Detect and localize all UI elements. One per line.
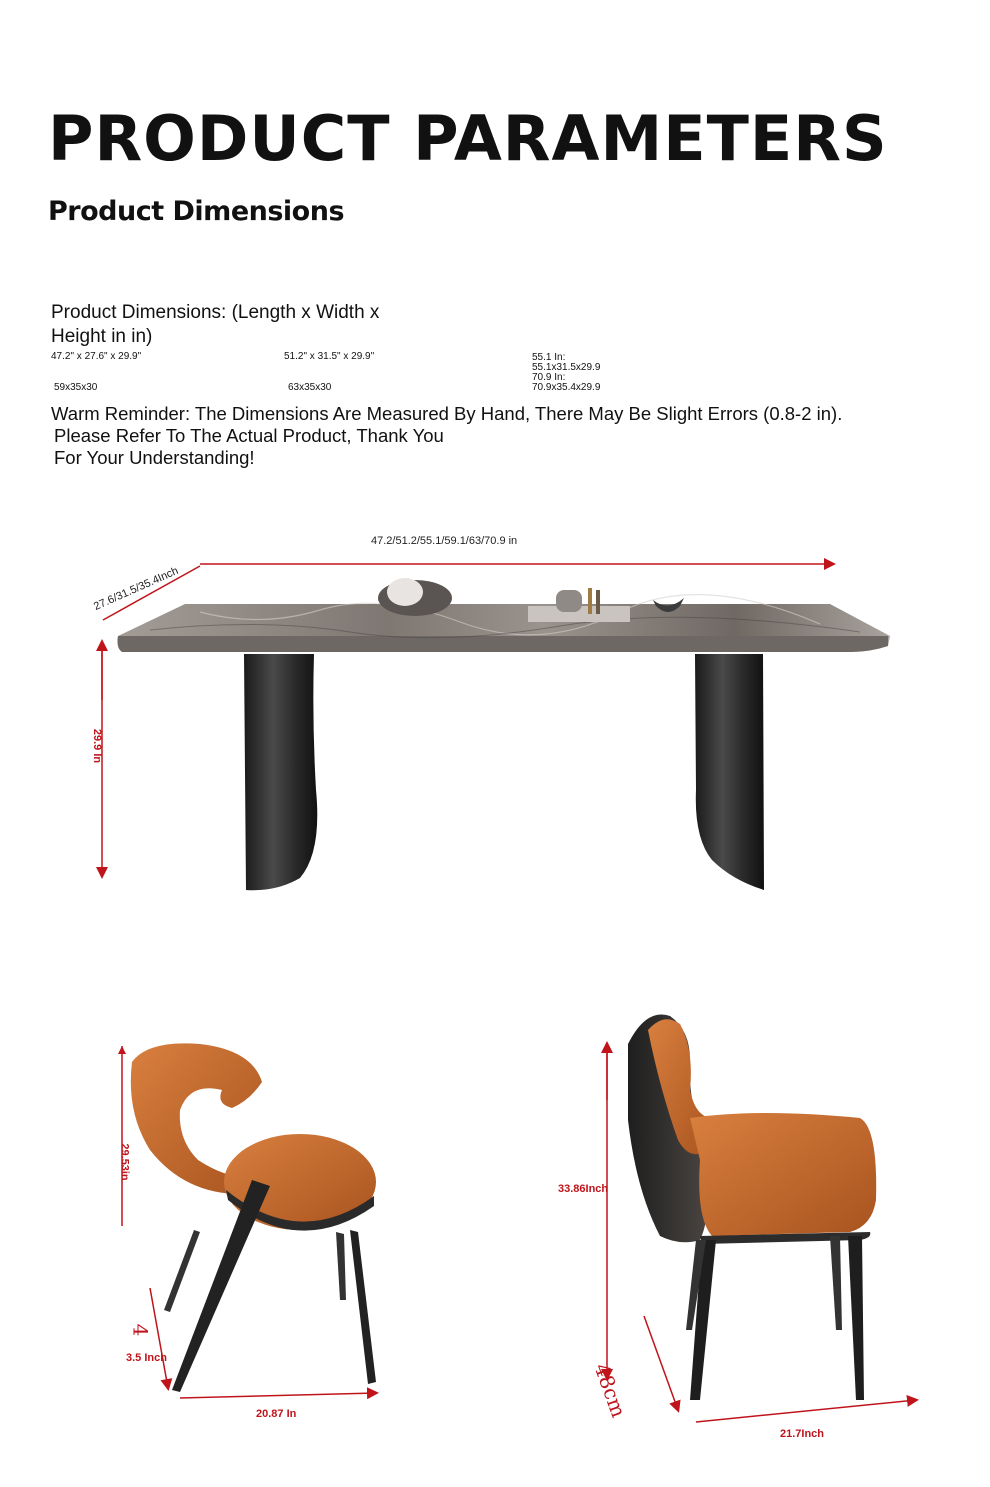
chair-left-leg: [172, 1180, 270, 1392]
chair-left-width-arrow: [180, 1393, 376, 1398]
size-option-1: 47.2" x 27.6" x 29.9": [51, 351, 142, 362]
reminder-line2: Please Refer To The Actual Product, Thank You: [54, 425, 444, 446]
size-option-3-label: 55.1 In:: [532, 352, 566, 363]
dimensions-heading-line2: Height in in): [51, 326, 153, 347]
chair-right-height-label: 33.86Inch: [558, 1183, 609, 1195]
size-option-4-value: 70.9x35.4x29.9: [532, 382, 601, 393]
table-length-label: 47.2/51.2/55.1/59.1/63/70.9 in: [371, 535, 518, 547]
chair-left-width-label: 20.87 In: [256, 1408, 297, 1420]
chair-right-depth-arrow: [644, 1316, 678, 1410]
dining-table: [102, 564, 890, 890]
table-height-label: 29.9 In: [91, 728, 104, 764]
chair-right-width-arrow: [696, 1400, 916, 1422]
chair-right-depth-label: 48cm: [589, 1360, 632, 1421]
size-option-2-cm: 63x35x30: [288, 382, 332, 393]
size-option-2: 51.2" x 31.5" x 29.9": [284, 351, 375, 362]
chair-left-depth-arrow: [150, 1288, 168, 1388]
page-title: PRODUCT PARAMETERS: [48, 102, 888, 175]
chair-right-seat: [690, 1113, 876, 1236]
table-leg-left: [244, 654, 317, 890]
reminder-line3: For Your Understanding!: [54, 447, 255, 468]
chair-left-depth-label-a: 4: [128, 1323, 153, 1337]
chair-right: [607, 1015, 916, 1422]
table-width-label: 27.6/31.5/35.4Inch: [92, 564, 181, 613]
chair-right-width-label: 21.7Inch: [780, 1428, 825, 1440]
chair-left-depth-label-b: 3.5 Inch: [126, 1352, 167, 1364]
chair-left: [118, 1043, 376, 1398]
size-option-3-value: 55.1x31.5x29.9: [532, 362, 601, 373]
dimensions-heading-line1: Product Dimensions: (Length x Width x: [51, 302, 380, 323]
reminder-line1: Warm Reminder: The Dimensions Are Measured By Hand, There May Be Slight Errors (0.8-2 in).: [51, 403, 843, 424]
chair-left-height-label: 29.53in: [118, 1143, 131, 1181]
size-option-1-cm: 59x35x30: [54, 382, 98, 393]
size-option-4-label: 70.9 In:: [532, 372, 566, 383]
section-subtitle: Product Dimensions: [48, 196, 345, 227]
table-leg-right: [695, 654, 764, 890]
